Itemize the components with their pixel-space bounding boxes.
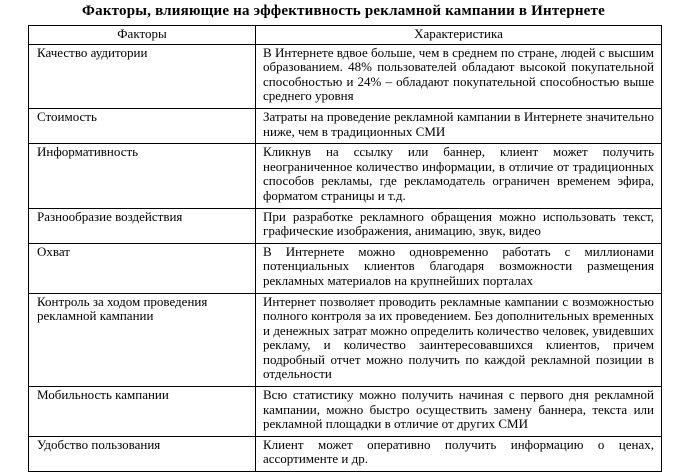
factor-cell: Стоимость — [29, 108, 256, 143]
characteristic-cell: Кликнув на ссылку или баннер, клиент может получить неограниченное количество информации, в отличие от традиционных способов рекламы, где рекламодатель ограничен временем эфира, форматом страницы и т.д. — [256, 144, 662, 208]
page-title: Факторы, влияющие на эффективность рекламной кампании в Интернете — [82, 3, 605, 19]
characteristic-cell: Клиент может оперативно получить информацию о ценах, ассортименте и др. — [256, 436, 662, 471]
characteristic-cell: При разработке рекламного обращения можно использовать текст, графические изображения, анимацию, звук, видео — [256, 208, 662, 243]
factor-cell: Информативность — [29, 144, 256, 208]
table-row — [29, 436, 662, 471]
factor-cell: Контроль за ходом проведения рекламной кампании — [29, 293, 256, 387]
factors-table — [28, 25, 662, 472]
factor-cell: Разнообразие воздействия — [29, 208, 256, 243]
table-header-row — [29, 26, 662, 45]
factor-cell: Качество аудитории — [29, 44, 256, 108]
column-header-factors: Факторы — [29, 26, 256, 45]
characteristic-cell: Интернет позволяет проводить рекламные кампании с возможностью полного контроля за их проведением. Без дополнительных временных и денежных затрат можно определить количество человек, увидевших рекламу, и количество заинтересовавшихся клиентов, причем подробный отчет можно получить по каждой рекламной позиции в отдельности — [256, 293, 662, 387]
table-row — [29, 108, 662, 143]
table-row — [29, 387, 662, 437]
table-row — [29, 293, 662, 387]
document-page — [0, 3, 687, 467]
factor-cell: Мобильность кампании — [29, 387, 256, 437]
column-header-characteristic: Характеристика — [256, 26, 662, 45]
table-row — [29, 44, 662, 108]
table-row — [29, 208, 662, 243]
factor-cell: Удобство пользования — [29, 436, 256, 471]
table-row — [29, 144, 662, 208]
table-row — [29, 243, 662, 293]
characteristic-cell: В Интернете вдвое больше, чем в среднем по стране, людей с высшим образованием. 48% пользователей обладают высокой покупательной способностью и 24% – обладают покупательной способностью выше среднего уровня — [256, 44, 662, 108]
characteristic-cell: Затраты на проведение рекламной кампании в Интернете значительно ниже, чем в традиционных СМИ — [256, 108, 662, 143]
characteristic-cell: Всю статистику можно получить начиная с первого дня рекламной кампании, можно быстро осуществить замену баннера, текста или рекламной площадки в отличие от других СМИ — [256, 387, 662, 437]
characteristic-cell: В Интернете можно одновременно работать с миллионами потенциальных клиентов благодаря возможности размещения рекламных материалов на крупнейших порталах — [256, 243, 662, 293]
factor-cell: Охват — [29, 243, 256, 293]
